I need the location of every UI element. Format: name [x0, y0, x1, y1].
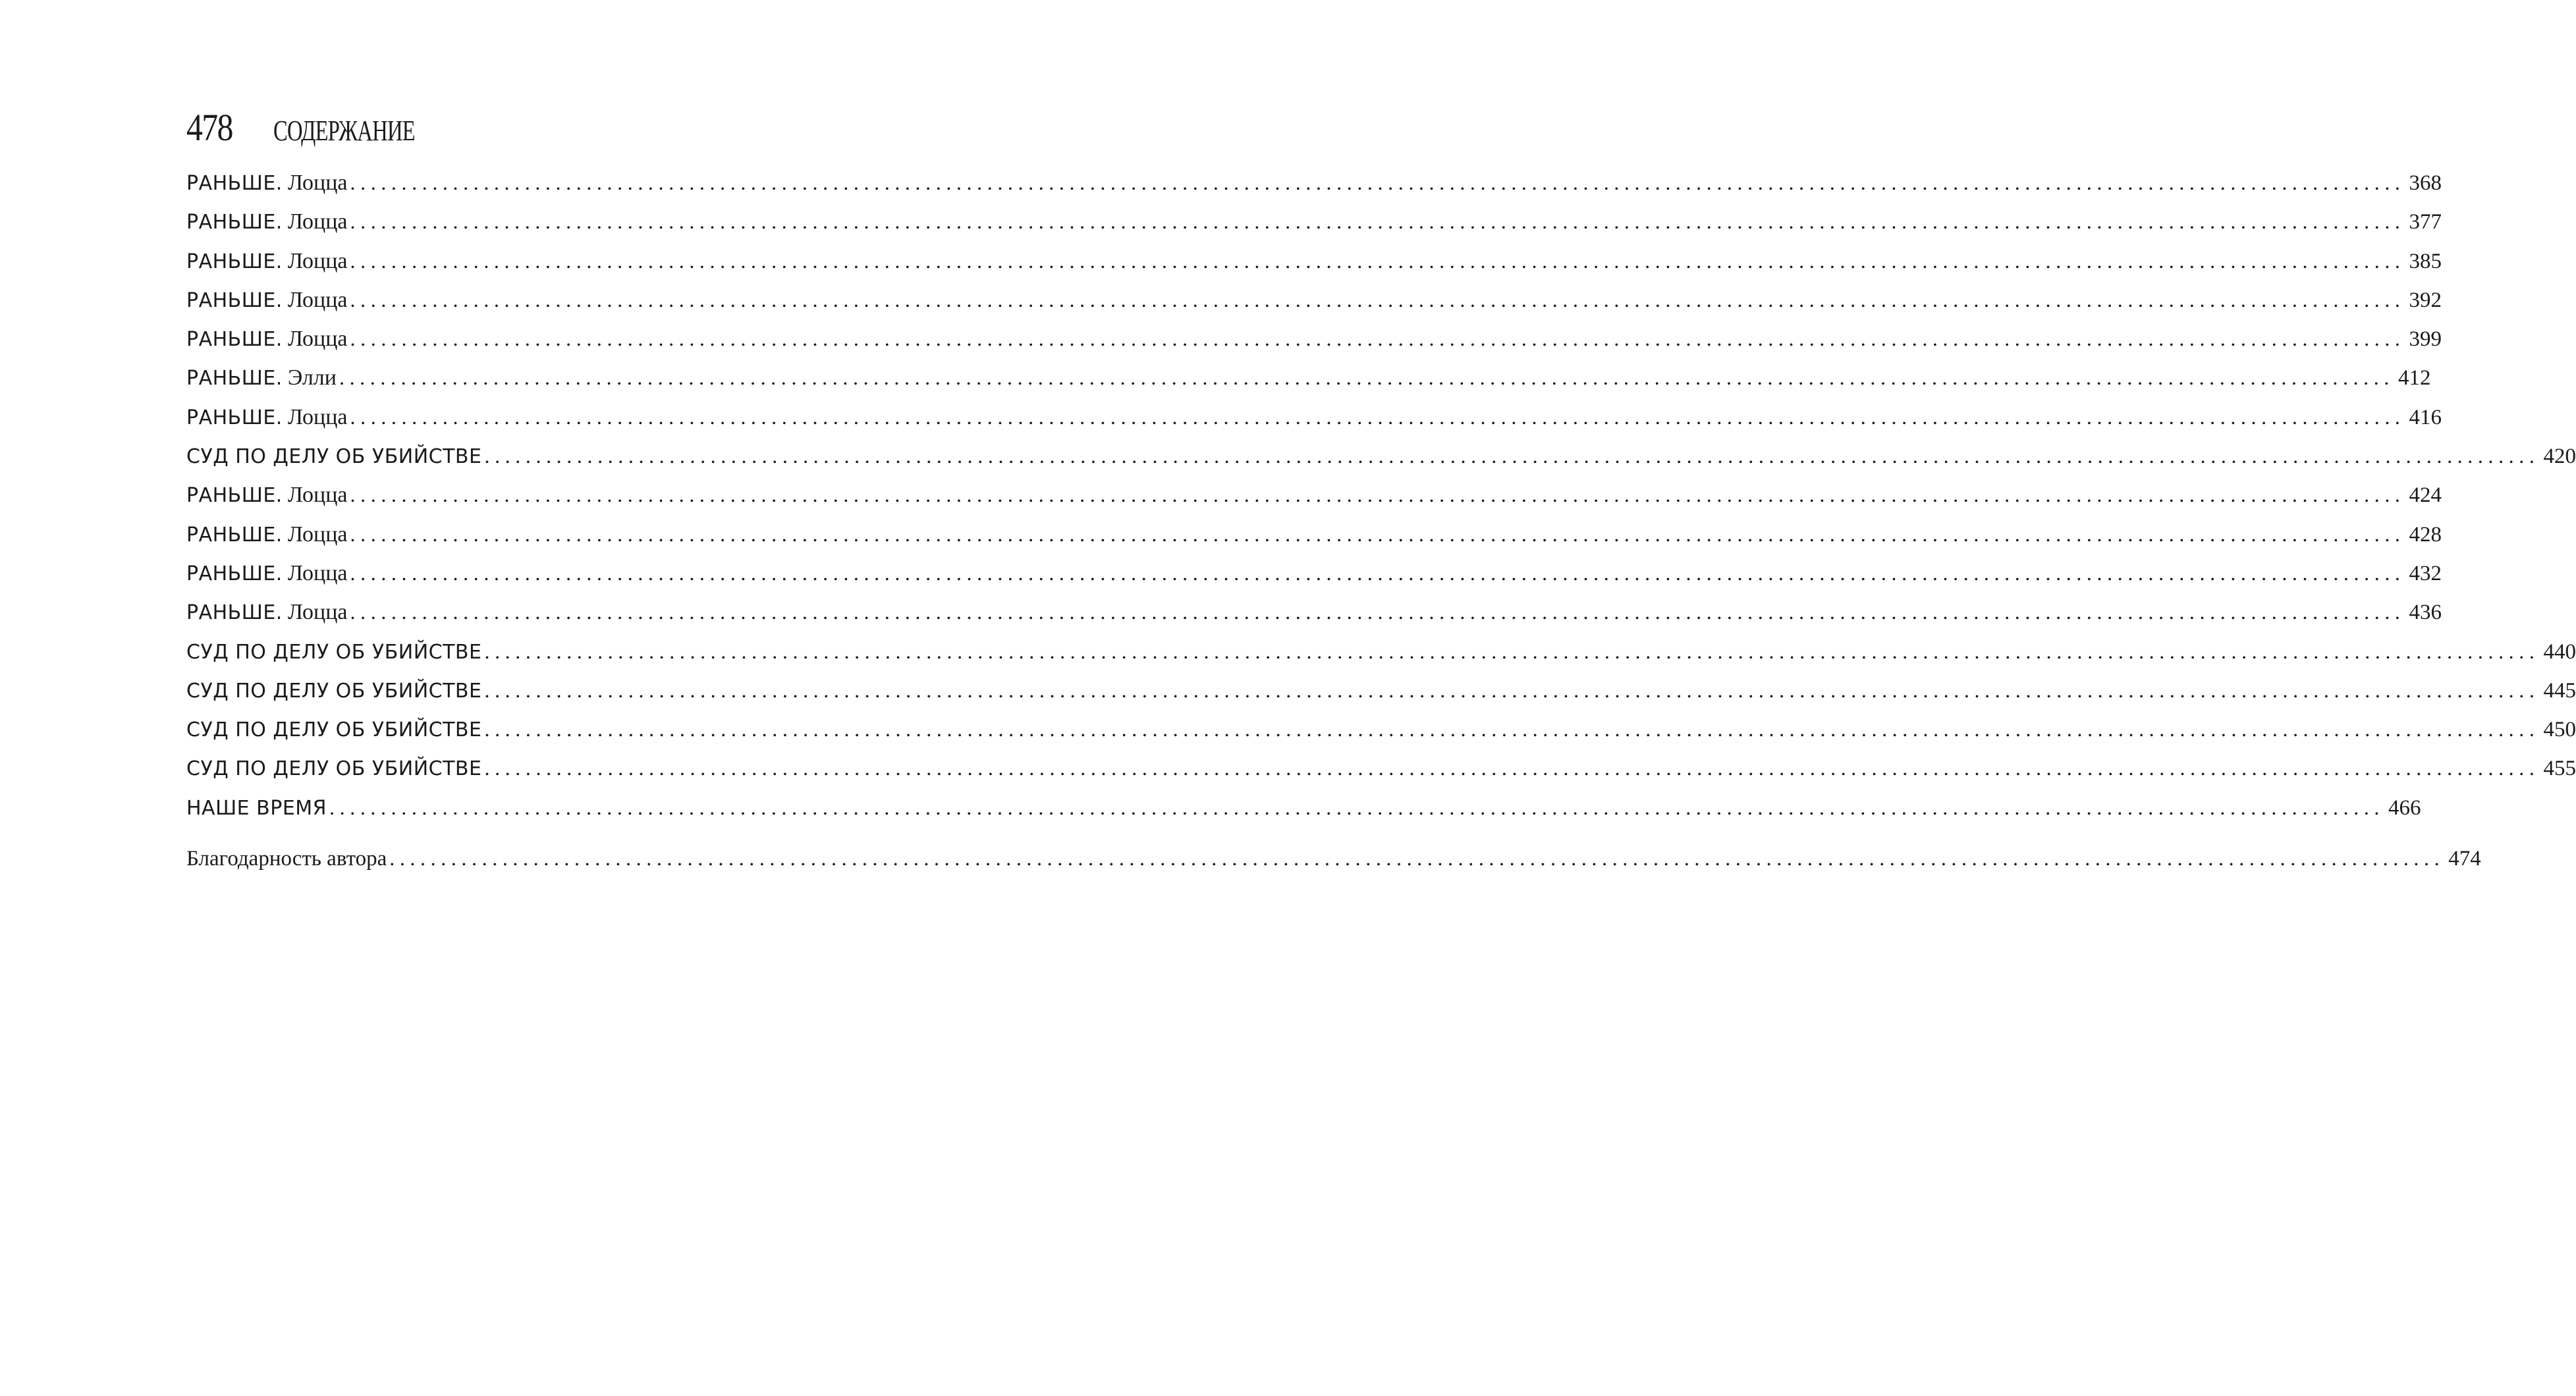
- dot-leader: ........................................................................................................................................................................................................: [350, 209, 2405, 234]
- toc-entry: [186, 202, 2442, 241]
- toc-entry-page: 440: [2543, 639, 2576, 664]
- toc-entry-title: [186, 437, 481, 476]
- toc-entry-title: [186, 475, 348, 515]
- toc-entry-title: [186, 202, 348, 242]
- toc-entry-acknowledgements: [186, 839, 2481, 878]
- toc-entry: [186, 319, 2442, 358]
- dot-leader: ........................................................................................................................................................................................................: [329, 795, 2385, 819]
- toc-entry-name: Лоцца: [287, 600, 348, 625]
- toc-entry-part: СУД ПО ДЕЛУ ОБ УБИЙСТВЕ: [186, 757, 482, 781]
- dot-leader: ........................................................................................................................................................................................................: [350, 560, 2405, 585]
- dot-leader: ........................................................................................................................................................................................................: [484, 756, 2540, 780]
- dot-leader: ........................................................................................................................................................................................................: [350, 171, 2405, 194]
- toc-entry-title: [186, 281, 348, 320]
- toc-entry-name: Лоцца: [287, 209, 348, 234]
- toc-entry-part: РАНЬШЕ.: [186, 250, 283, 273]
- toc-entry-page: 455: [2543, 757, 2576, 781]
- table-of-contents: [186, 163, 2576, 878]
- toc-entry: [186, 515, 2442, 554]
- page-number: 478: [186, 106, 233, 149]
- toc-entry: [186, 749, 2576, 788]
- dot-leader: ........................................................................................................................................................................................................: [350, 404, 2405, 429]
- toc-entry-name: Элли: [287, 365, 337, 390]
- toc-entry-part: РАНЬШЕ.: [186, 328, 283, 352]
- toc-entry-title: [186, 242, 348, 281]
- toc-entry: [186, 554, 2442, 593]
- toc-entry-title: [186, 632, 481, 672]
- toc-entry-page: 445: [2543, 678, 2576, 703]
- toc-entry: [186, 163, 2442, 202]
- toc-entry-part: РАНЬШЕ.: [186, 562, 283, 585]
- toc-entry-name: Лоцца: [287, 483, 348, 508]
- dot-leader: ........................................................................................................................................................................................................: [484, 639, 2540, 663]
- toc-entry: [186, 437, 2576, 475]
- toc-entry-title: [186, 749, 481, 788]
- toc-entry-name: Лоцца: [287, 404, 348, 429]
- toc-entry-title: Благодарность автора: [186, 847, 387, 871]
- toc-entry-title: [186, 163, 348, 203]
- toc-entry-part: НАШЕ ВРЕМЯ: [186, 796, 327, 820]
- toc-entry-part: РАНЬШЕ.: [186, 172, 283, 195]
- toc-entry-name: Лоцца: [287, 287, 348, 312]
- toc-page: [186, 105, 2576, 878]
- toc-entry-name: Лоцца: [287, 171, 348, 195]
- toc-entry-page: 424: [2409, 483, 2442, 508]
- toc-entry: [186, 788, 2421, 827]
- dot-leader: ........................................................................................................................................................................................................: [350, 483, 2405, 507]
- toc-entry: [186, 593, 2442, 631]
- toc-entry: [186, 281, 2442, 319]
- toc-entry-title: [186, 593, 348, 632]
- toc-entry-page: 420: [2543, 444, 2576, 469]
- dot-leader: ........................................................................................................................................................................................................: [350, 248, 2405, 273]
- toc-entry-part: СУД ПО ДЕЛУ ОБ УБИЙСТВЕ: [186, 445, 482, 469]
- dot-leader: ........................................................................................................................................................................................................: [484, 717, 2540, 741]
- toc-entry-part: СУД ПО ДЕЛУ ОБ УБИЙСТВЕ: [186, 679, 482, 703]
- toc-entry: [186, 398, 2442, 437]
- dot-leader: ........................................................................................................................................................................................................: [389, 846, 2445, 871]
- toc-entry-page: 416: [2409, 405, 2442, 429]
- toc-entry-title: [186, 788, 327, 828]
- toc-entry-title: [186, 358, 337, 398]
- page-title: СОДЕРЖАНИЕ: [273, 115, 415, 147]
- toc-entry-part: СУД ПО ДЕЛУ ОБ УБИЙСТВЕ: [186, 718, 482, 742]
- toc-entry-name: Лоцца: [287, 560, 348, 585]
- toc-entry-part: СУД ПО ДЕЛУ ОБ УБИЙСТВЕ: [186, 640, 482, 664]
- toc-entry-part: РАНЬШЕ.: [186, 523, 283, 547]
- toc-entry-page: 392: [2409, 288, 2442, 312]
- toc-entry-part: РАНЬШЕ.: [186, 484, 283, 508]
- dot-leader: ........................................................................................................................................................................................................: [350, 287, 2405, 311]
- toc-entry-page: 432: [2409, 561, 2442, 585]
- toc-entry-title: [186, 554, 348, 593]
- dot-leader: ........................................................................................................................................................................................................: [484, 444, 2540, 468]
- toc-entry-page: 436: [2409, 601, 2442, 625]
- toc-entry-part: РАНЬШЕ.: [186, 288, 283, 312]
- toc-entry: [186, 632, 2576, 671]
- toc-entry-part: РАНЬШЕ.: [186, 211, 283, 234]
- dot-leader: ........................................................................................................................................................................................................: [484, 678, 2540, 702]
- dot-leader: ........................................................................................................................................................................................................: [350, 522, 2405, 546]
- toc-entry: [186, 358, 2431, 397]
- toc-entry-page: 474: [2448, 847, 2481, 871]
- dot-leader: ........................................................................................................................................................................................................: [350, 327, 2405, 351]
- toc-entry-title: [186, 319, 348, 359]
- toc-entry-page: 450: [2543, 718, 2576, 742]
- toc-entry-name: Лоцца: [287, 327, 348, 352]
- toc-entry-title: [186, 515, 348, 554]
- toc-entry-part: РАНЬШЕ.: [186, 406, 283, 429]
- toc-entry-title: [186, 710, 481, 749]
- toc-entry: [186, 475, 2442, 514]
- toc-entry-title: [186, 671, 481, 711]
- toc-entry: [186, 242, 2442, 281]
- toc-entry-page: 377: [2409, 210, 2442, 234]
- toc-entry-title: [186, 398, 348, 437]
- toc-entry-page: 385: [2409, 249, 2442, 273]
- dot-leader: ........................................................................................................................................................................................................: [350, 600, 2405, 624]
- toc-entry: [186, 710, 2576, 749]
- toc-entry-page: 466: [2388, 795, 2421, 820]
- toc-entry-page: 399: [2409, 327, 2442, 352]
- toc-entry-page: 428: [2409, 522, 2442, 547]
- toc-entry-name: Лоцца: [287, 248, 348, 273]
- dot-leader: ........................................................................................................................................................................................................: [339, 365, 2394, 390]
- toc-entry-page: 368: [2409, 171, 2442, 195]
- toc-entry-page: 412: [2398, 366, 2431, 390]
- toc-entry-name: Лоцца: [287, 522, 348, 547]
- running-head: [186, 105, 823, 162]
- toc-entry-part: РАНЬШЕ.: [186, 601, 283, 625]
- toc-entry: [186, 671, 2576, 710]
- toc-entry-part: РАНЬШЕ.: [186, 367, 283, 390]
